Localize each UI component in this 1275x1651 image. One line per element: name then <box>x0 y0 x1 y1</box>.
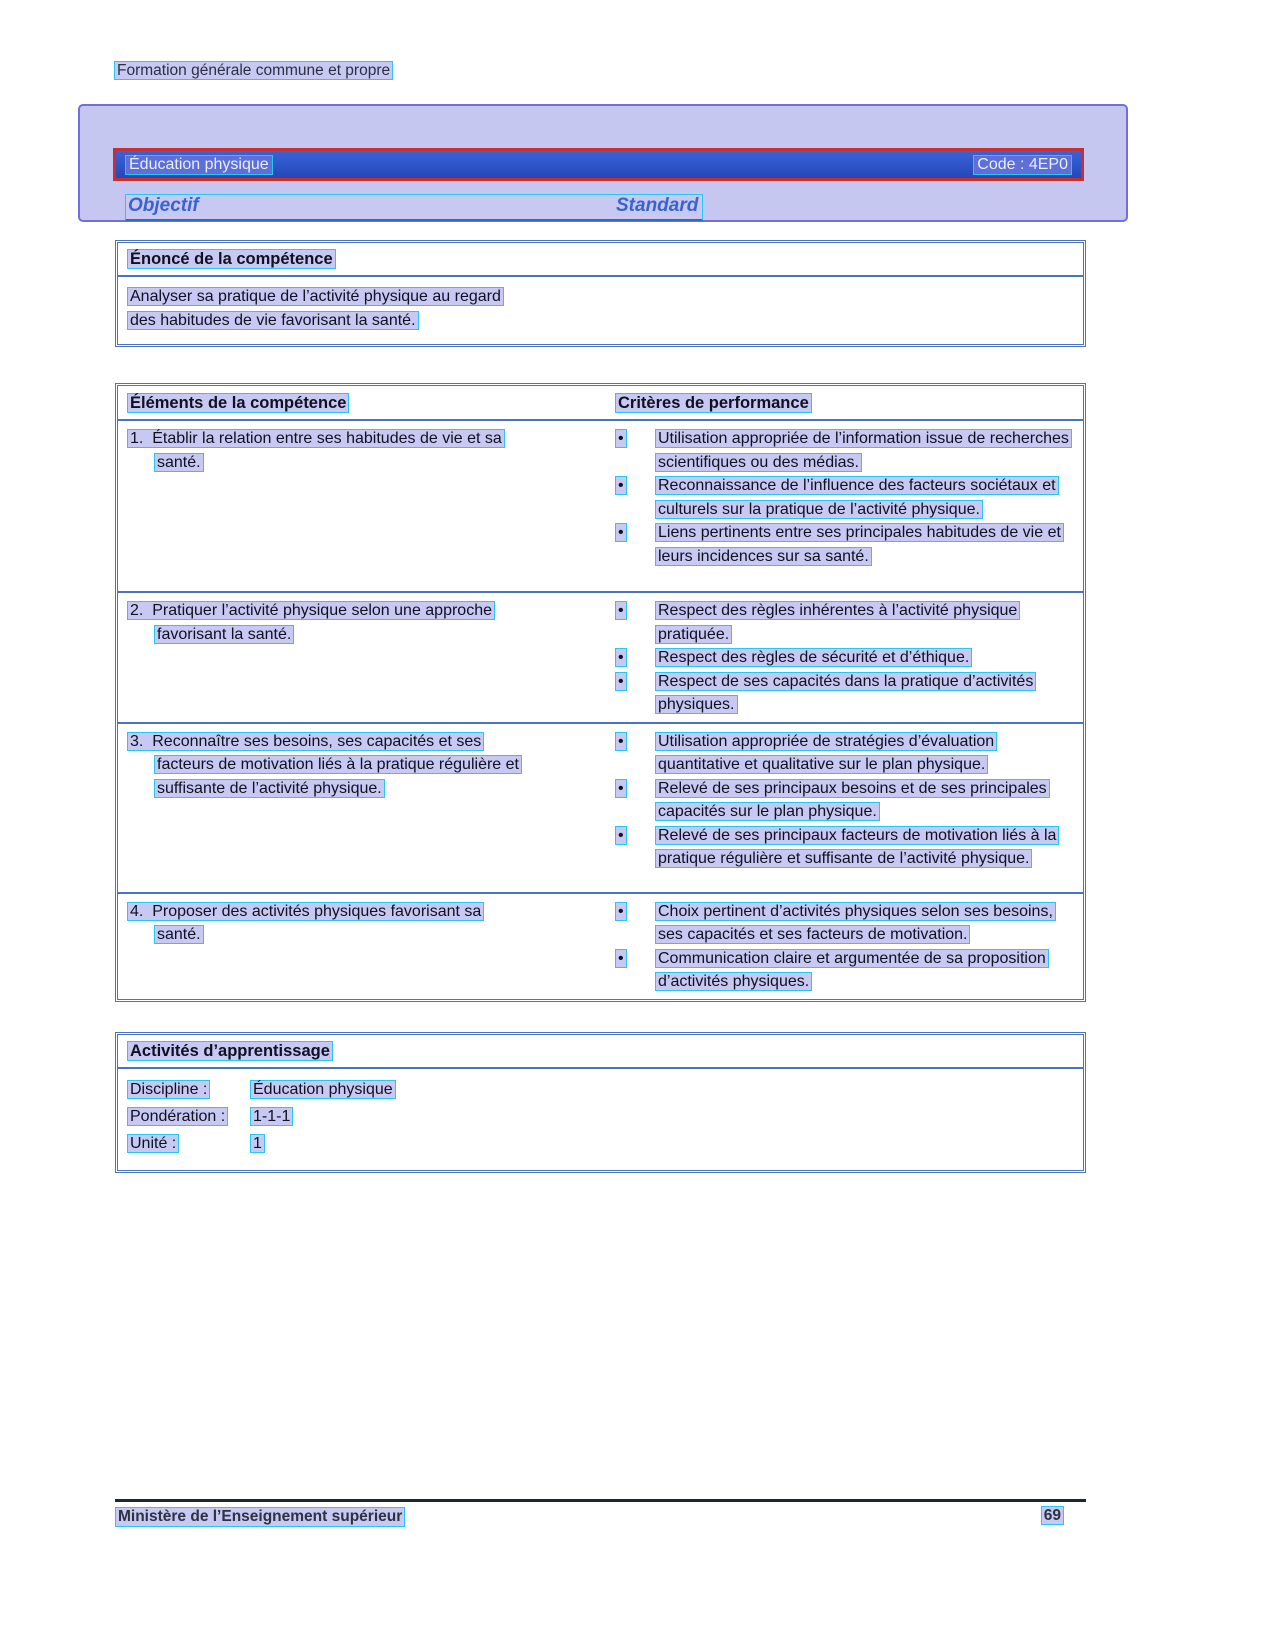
running-header <box>114 62 393 80</box>
bullet-icon: • <box>615 902 627 921</box>
criterion <box>615 824 1075 871</box>
element-paragraph <box>127 599 525 646</box>
field-label: Discipline : <box>127 1080 210 1099</box>
footer-text: Ministère de l’Enseignement supérieur <box>115 1507 405 1527</box>
criterion <box>615 521 1075 568</box>
criterion <box>615 646 1075 670</box>
header-elements: Éléments de la compétence <box>118 394 605 413</box>
criteria-cell <box>605 427 1083 586</box>
subject-title: Éducation physique <box>125 155 273 175</box>
activites-title: Activités d’apprentissage <box>118 1035 1083 1067</box>
activites-fields <box>118 1069 1083 1170</box>
element-paragraph <box>127 427 525 474</box>
field-label: Unité : <box>127 1134 179 1153</box>
title-panel <box>78 104 1128 222</box>
criterion <box>615 730 1075 777</box>
element-text: 1. Établir la relation entre ses habitudes de vie et sa santé. <box>127 429 505 472</box>
column-headings <box>125 194 703 221</box>
field-label: Pondération : <box>127 1107 228 1126</box>
criterion-text: Liens pertinents entre ses principales habitudes de vie et leurs incidences sur sa santé. <box>655 523 1064 566</box>
criterion-text: Relevé de ses principaux besoins et de ses principales capacités sur le plan physique. <box>655 779 1050 822</box>
table-row <box>118 892 1083 999</box>
field-value: Éducation physique <box>250 1080 396 1099</box>
criterion-text: Utilisation appropriée de stratégies d’évaluation quantitative et qualitative sur le plan physique. <box>655 732 997 775</box>
field-value: 1 <box>250 1134 265 1153</box>
criterion <box>615 947 1075 994</box>
bullet-icon: • <box>615 648 627 667</box>
element-cell <box>118 427 605 586</box>
criterion-text: Respect des règles de sécurité et d’éthique. <box>655 648 972 667</box>
page-footer <box>115 1499 1086 1527</box>
bullet-icon: • <box>615 732 627 751</box>
table-row <box>118 421 1083 591</box>
criteria-cell <box>605 730 1083 887</box>
page-number: 69 <box>1041 1506 1064 1525</box>
criterion-text: Choix pertinent d’activités physiques selon ses besoins, ses capacités et ses facteurs de motivation. <box>655 902 1056 945</box>
standard-heading: Standard <box>616 195 699 216</box>
enonce-title: Énoncé de la compétence <box>118 243 1083 275</box>
activites-box <box>115 1032 1086 1173</box>
criterion <box>615 900 1075 947</box>
table-header-row <box>118 386 1083 421</box>
criteria-cell <box>605 599 1083 717</box>
bullet-icon: • <box>615 523 627 542</box>
criterion-text: Reconnaissance de l’influence des facteurs sociétaux et culturels sur la pratique de l’activité physique. <box>655 476 1059 519</box>
field-row-unite <box>127 1130 1074 1157</box>
criterion-text: Utilisation appropriée de l’information issue de recherches scientifiques ou des médias. <box>655 429 1072 472</box>
criterion <box>615 474 1075 521</box>
criterion <box>615 777 1075 824</box>
bullet-icon: • <box>615 601 627 620</box>
criterion <box>615 599 1075 646</box>
element-cell <box>118 900 605 994</box>
bullet-icon: • <box>615 476 627 495</box>
course-code: Code : 4EP0 <box>973 155 1072 175</box>
bullet-icon: • <box>615 779 627 798</box>
criteria-cell <box>605 900 1083 994</box>
enonce-body: Analyser sa pratique de l’activité physique au regard des habitudes de vie favorisant la santé. <box>118 277 538 344</box>
element-paragraph <box>127 900 525 947</box>
bullet-icon: • <box>615 672 627 691</box>
header-criteres: Critères de performance <box>605 394 1083 413</box>
column-headings-line <box>125 194 703 221</box>
field-value: 1-1-1 <box>250 1107 293 1126</box>
bullet-icon: • <box>615 826 627 845</box>
running-header-text: Formation générale commune et propre <box>114 61 393 80</box>
criterion <box>615 427 1075 474</box>
title-bar-frame <box>113 148 1084 181</box>
bullet-icon: • <box>615 949 627 968</box>
element-text: 4. Proposer des activités physiques favorisant sa santé. <box>127 902 484 945</box>
criterion-text: Respect de ses capacités dans la pratique d’activités physiques. <box>655 672 1036 715</box>
element-text: 2. Pratiquer l’activité physique selon une approche favorisant la santé. <box>127 601 495 644</box>
criterion <box>615 670 1075 717</box>
element-cell <box>118 599 605 717</box>
element-paragraph <box>127 730 525 801</box>
element-cell <box>118 730 605 887</box>
title-bar <box>116 151 1081 178</box>
element-text: 3. Reconnaître ses besoins, ses capacités et ses facteurs de motivation liés à la pratique régulière et suffisante de l’activité physique. <box>127 732 522 798</box>
criterion-text: Respect des règles inhérentes à l’activité physique pratiquée. <box>655 601 1020 644</box>
objectif-heading: Objectif <box>128 195 199 216</box>
bullet-icon: • <box>615 429 627 448</box>
table-row <box>118 722 1083 892</box>
field-row-ponderation <box>127 1103 1074 1130</box>
table-row <box>118 591 1083 722</box>
enonce-box <box>115 240 1086 347</box>
criterion-text: Relevé de ses principaux facteurs de motivation liés à la pratique régulière et suffisante de l’activité physique. <box>655 826 1059 869</box>
field-row-discipline <box>127 1076 1074 1103</box>
competence-table <box>115 383 1086 1002</box>
criterion-text: Communication claire et argumentée de sa proposition d’activités physiques. <box>655 949 1049 992</box>
